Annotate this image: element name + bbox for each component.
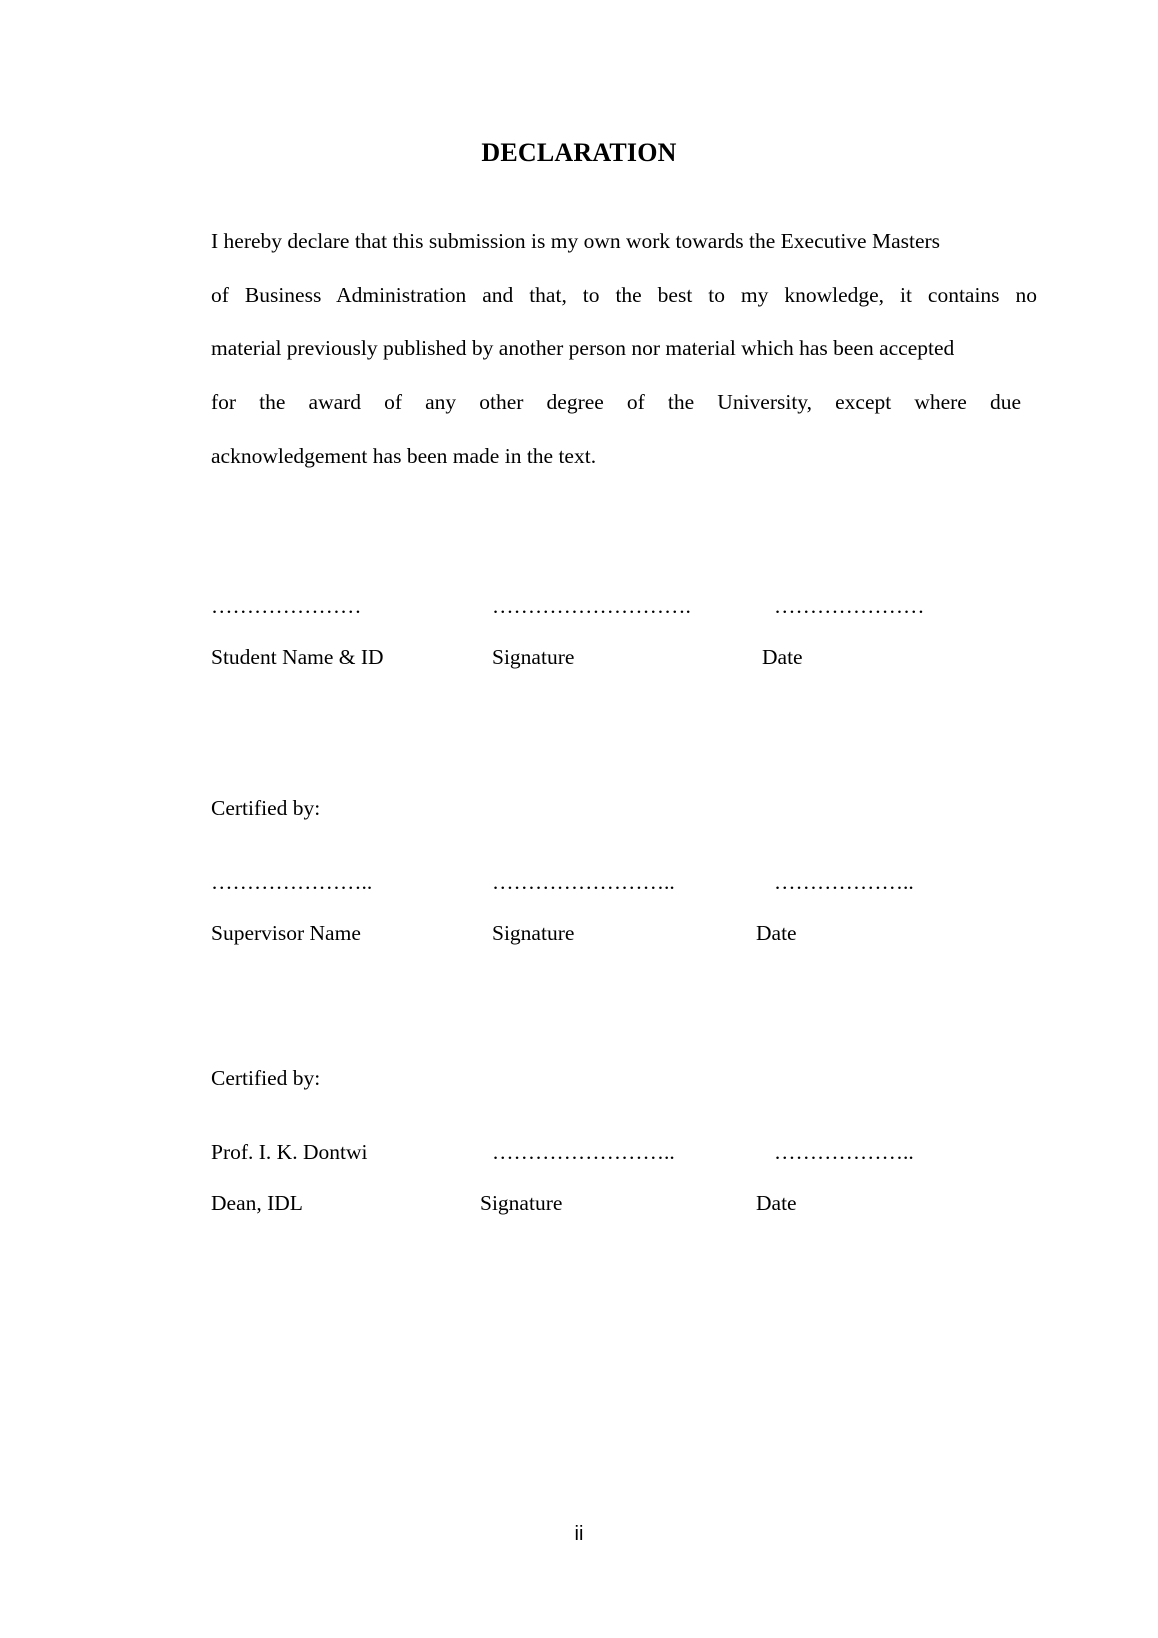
student-date-label: Date xyxy=(762,645,803,669)
dean-name: Prof. I. K. Dontwi xyxy=(211,1140,368,1164)
declaration-paragraph-line: acknowledgement has been made in the text. xyxy=(211,444,597,468)
student-name-label: Student Name & ID xyxy=(211,645,384,669)
declaration-paragraph-line: for the award of any other degree of the University, except where due xyxy=(211,390,1021,414)
page-title: DECLARATION xyxy=(481,138,677,167)
supervisor-signature-dotted-line: …………………….. xyxy=(492,870,675,894)
supervisor-name-dotted-line: ………………….. xyxy=(211,870,373,894)
supervisor-name-label: Supervisor Name xyxy=(211,921,361,945)
page-number: ii xyxy=(574,1523,584,1545)
supervisor-certified-label: Certified by: xyxy=(211,796,321,820)
declaration-paragraph-line: of Business Administration and that, to the best to my knowledge, it contains no xyxy=(211,283,1037,307)
student-name-dotted-line: ………………… xyxy=(211,594,362,618)
dean-date-label: Date xyxy=(756,1191,797,1215)
supervisor-signature-label: Signature xyxy=(492,921,575,945)
supervisor-date-label: Date xyxy=(756,921,797,945)
dean-role-label: Dean, IDL xyxy=(211,1191,303,1215)
dean-date-dotted-line: ……………….. xyxy=(774,1140,914,1164)
declaration-paragraph-line: material previously published by another person nor material which has been accepted xyxy=(211,336,955,360)
supervisor-date-dotted-line: ……………….. xyxy=(774,870,914,894)
student-signature-dotted-line: ………………………. xyxy=(492,594,691,618)
dean-signature-label: Signature xyxy=(480,1191,563,1215)
student-signature-label: Signature xyxy=(492,645,575,669)
declaration-paragraph-line: I hereby declare that this submission is my own work towards the Executive Masters xyxy=(211,229,941,253)
dean-certified-label: Certified by: xyxy=(211,1066,321,1090)
dean-signature-dotted-line: …………………….. xyxy=(492,1140,675,1164)
student-date-dotted-line: ………………… xyxy=(774,594,925,618)
